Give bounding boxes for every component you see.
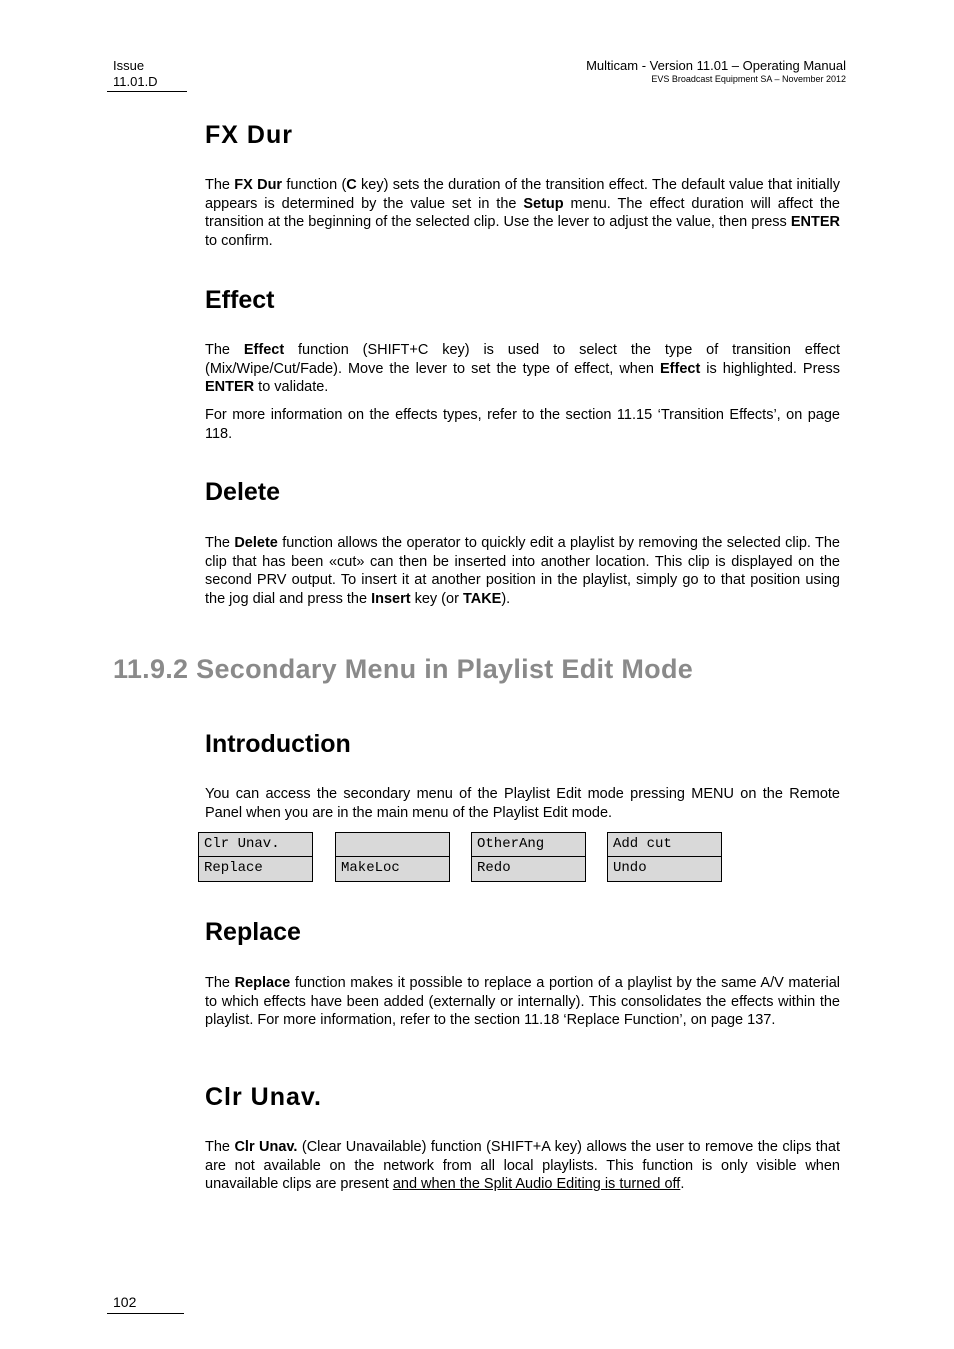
manual-info bbox=[586, 58, 846, 85]
menu-cell-bottom: Replace bbox=[204, 860, 263, 876]
heading-delete: Delete bbox=[205, 478, 281, 506]
menu-cell-top: Clr Unav. bbox=[199, 833, 312, 857]
heading-fx-dur: FX Dur bbox=[205, 121, 293, 149]
menu-cell-2 bbox=[335, 832, 450, 882]
paragraph-introduction: You can access the secondary menu of the Playlist Edit mode pressing MENU on the Remote Panel when you are in the main menu of the Playlist Edit mode. bbox=[205, 786, 840, 821]
footer-divider bbox=[107, 1313, 184, 1314]
menu-cell-1 bbox=[198, 832, 313, 882]
menu-cell-bottom: MakeLoc bbox=[341, 860, 400, 876]
paragraph-replace: The Replace function makes it possible to replace a portion of a playlist by the same A/V material to which effects have been added (externally or internally). This consolidates the effects within the playlist. For more information, refer to the section 11.18 ‘Replace Function’, on page 137. bbox=[205, 975, 840, 1028]
heading-introduction: Introduction bbox=[205, 730, 351, 758]
header-divider bbox=[107, 91, 187, 92]
menu-cell-3 bbox=[471, 832, 586, 882]
issue-block bbox=[113, 58, 158, 90]
paragraph-effect-1: The Effect function (SHIFT+C key) is used to select the type of transition effect (Mix/Wipe/Cut/Fade). Move the lever to set the type of effect, when Effect is highlighted. Press ENTER to validate. bbox=[205, 342, 840, 395]
heading-replace: Replace bbox=[205, 918, 301, 946]
menu-cell-bottom: Undo bbox=[613, 860, 647, 876]
menu-cell-top: Add cut bbox=[608, 833, 721, 857]
manual-title: Multicam - Version 11.01 – Operating Manual bbox=[586, 58, 846, 73]
paragraph-clr-unav: The Clr Unav. (Clear Unavailable) function (SHIFT+A key) allows the user to remove the clips that are not available on the network from all local playlists. This function is only visible when unavailable clips are present and when the Split Audio Editing is turned off. bbox=[205, 1139, 840, 1192]
menu-cell-bottom: Redo bbox=[477, 860, 511, 876]
paragraph-fx-dur: The FX Dur function (C key) sets the duration of the transition effect. The default value that initially appears is determined by the value set in the Setup menu. The effect duration will affect the transition at the beginning of the selected clip. Use the lever to adjust the value, then press ENTER to confirm. bbox=[205, 177, 841, 249]
company-date: EVS Broadcast Equipment SA – November 2012 bbox=[651, 74, 846, 84]
menu-cell-top: OtherAng bbox=[472, 833, 585, 857]
section-heading: 11.9.2 Secondary Menu in Playlist Edit Mode bbox=[113, 654, 694, 684]
page-number: 102 bbox=[113, 1294, 137, 1310]
heading-effect: Effect bbox=[205, 286, 275, 314]
issue-label: Issue bbox=[113, 58, 145, 73]
paragraph-delete: The Delete function allows the operator to quickly edit a playlist by removing the selected clip. The clip that has been «cut» can then be inserted into another location. This clip is displayed on the second PRV output. To insert it at another position in the playlist, simply go to that position using the jog dial and press the Insert key (or TAKE). bbox=[205, 535, 840, 607]
paragraph-effect-2: For more information on the effects types, refer to the section 11.15 ‘Transition Effects’, on page 118. bbox=[205, 407, 840, 442]
heading-clr-unav: Clr Unav. bbox=[205, 1083, 322, 1111]
menu-cell-4 bbox=[607, 832, 722, 882]
menu-cell-top bbox=[336, 833, 449, 857]
issue-number: 11.01.D bbox=[113, 74, 158, 89]
